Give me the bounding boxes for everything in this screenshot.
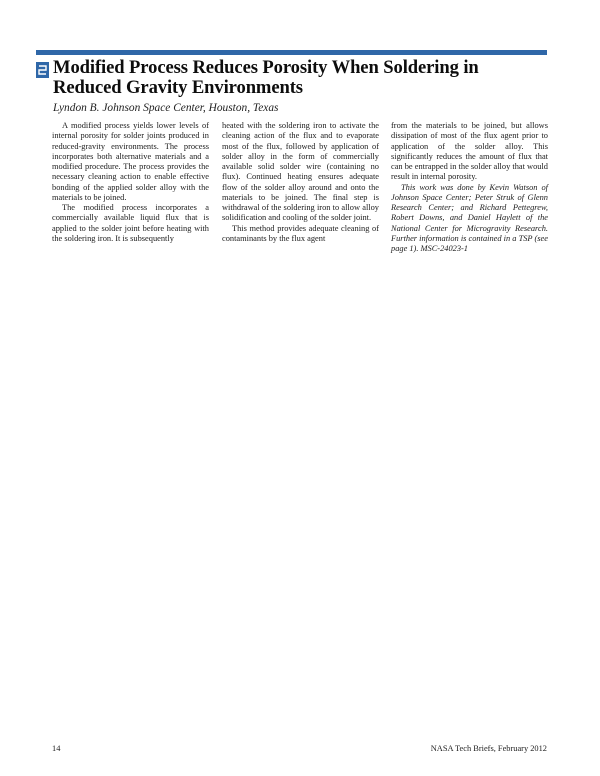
- article-header: [36, 58, 550, 115]
- header-rule: [36, 50, 547, 55]
- publication-footer: NASA Tech Briefs, February 2012: [430, 744, 547, 753]
- body-paragraph: A modified process yields lower levels of internal porosity for solder joints produced in reduced-gravity environments. The process incorporates both alternative materials and a modified procedure. The process provides the necessary cleaning action to enable effective bonding of the applied solder alloy with the materials to be joined.: [52, 121, 209, 202]
- column-1: [52, 121, 209, 244]
- article-title: Modified Process Reduces Porosity When Soldering in Reduced Gravity Environments: [53, 57, 479, 98]
- author-credit: This work was done by Kevin Watson of Johnson Space Center; Peter Struk of Glenn Research Center; and Richard Pettegrew, Robert Downs, and Daniel Haylett of the National Center for Microgravity Research. Further information is contained in a TSP (see page 1). MSC-24023-1: [391, 182, 548, 253]
- article-center: Lyndon B. Johnson Space Center, Houston, Texas: [53, 102, 279, 114]
- microgravity-category-icon: [36, 62, 49, 78]
- article-body: [52, 121, 548, 281]
- body-paragraph: The modified process incorporates a commercially available liquid flux that is applied to the solder joint before heating with the soldering iron. It is subsequently: [52, 203, 209, 243]
- page-number: 14: [52, 744, 61, 753]
- column-2: [222, 121, 379, 244]
- column-3: [391, 121, 548, 254]
- body-paragraph: This method provides adequate cleaning of contaminants by the flux agent: [222, 223, 379, 243]
- body-paragraph: from the materials to be joined, but allows dissipation of most of the flux agent prior to application of the solder alloy. This significantly reduces the amount of flux that can be entrapped in the solder alloy that would result in internal porosity.: [391, 121, 548, 182]
- body-paragraph: heated with the soldering iron to activate the cleaning action of the flux and to evaporate most of the flux, followed by application of solder alloy in the form of commercially available solid solder wire (containing no flux). Continued heating ensures adequate flow of the solder alloy around and onto the materials to be joined. The final step is withdrawal of the soldering iron to allow alloy solidification and cooling of the solder joint.: [222, 121, 379, 223]
